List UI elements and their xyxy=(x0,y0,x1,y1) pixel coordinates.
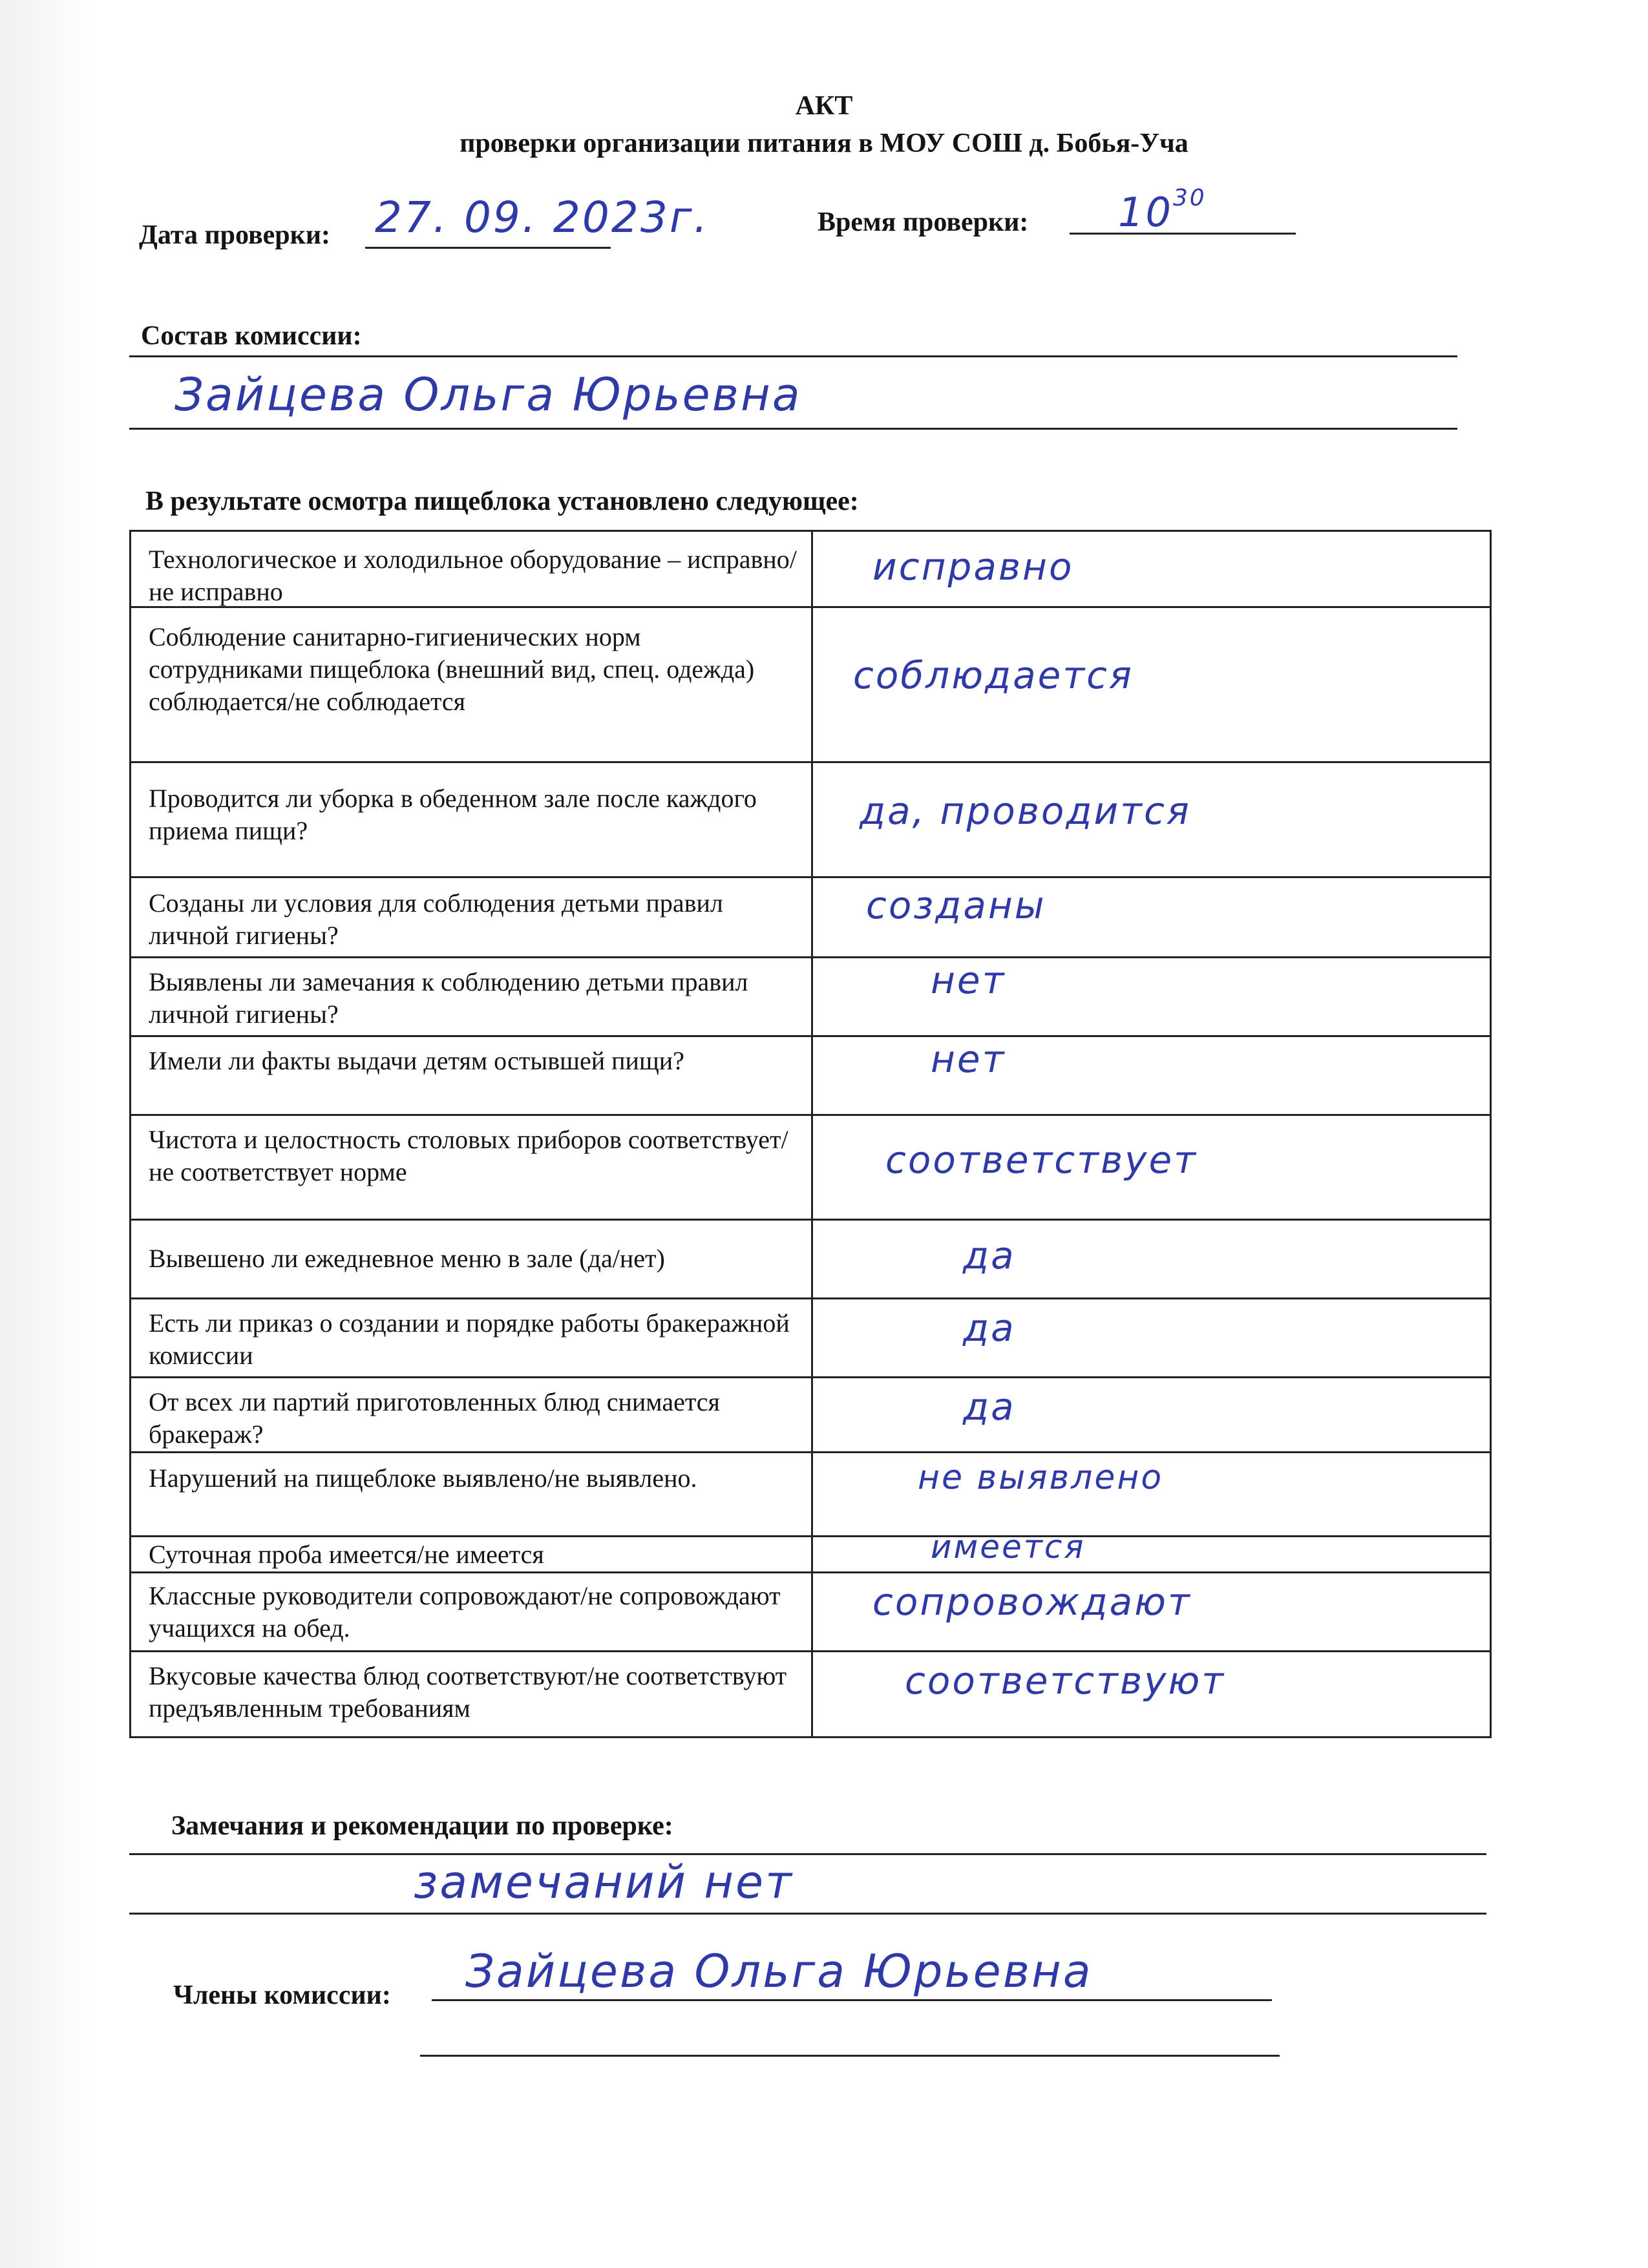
time-minutes: 30 xyxy=(1172,185,1207,212)
commission-value: Зайцева Ольга Юрьевна xyxy=(174,368,802,421)
answer-cell: да xyxy=(963,1385,1016,1429)
table-row xyxy=(129,1451,1492,1537)
question-cell: Вкусовые качества блюд соответствуют/не соответствуют предъявленным требованиям xyxy=(149,1661,787,1723)
table-row xyxy=(129,1528,1492,1573)
document-title: АКТ xyxy=(795,91,853,121)
table-row xyxy=(129,761,1492,878)
answer-cell: соблюдается xyxy=(853,653,1134,697)
question-cell: Вывешено ли ежедневное меню в зале (да/нет) xyxy=(149,1244,665,1273)
table-row xyxy=(129,1297,1492,1378)
question-cell: Созданы ли условия для соблюдения детьми правил личной гигиены? xyxy=(149,888,723,950)
answer-cell: созданы xyxy=(866,883,1046,927)
remarks-line-1 xyxy=(129,1853,1486,1855)
remarks-value: замечаний нет xyxy=(414,1856,794,1909)
remarks-line-2 xyxy=(129,1913,1486,1915)
commission-line-2 xyxy=(129,428,1457,430)
question-cell: Технологическое и холодильное оборудование – исправно/не исправно xyxy=(149,545,797,606)
table-row xyxy=(129,876,1492,958)
table-row xyxy=(129,606,1492,763)
answer-cell: не выявлено xyxy=(918,1458,1164,1497)
table-row xyxy=(129,1114,1492,1221)
results-heading: В результате осмотра пищеблока установлено следующее: xyxy=(145,487,859,516)
remarks-label: Замечания и рекомендации по проверке: xyxy=(171,1811,673,1841)
answer-cell: нет xyxy=(931,958,1006,1002)
question-cell: Проводится ли уборка в обеденном зале после каждого приема пищи? xyxy=(149,784,757,845)
members-value: Зайцева Ольга Юрьевна xyxy=(465,1945,1093,1998)
answer-cell: соответствуют xyxy=(905,1659,1226,1703)
commission-line-1 xyxy=(129,355,1457,357)
commission-label: Состав комиссии: xyxy=(141,321,362,351)
question-cell: Есть ли приказ о создании и порядке работы бракеражной комиссии xyxy=(149,1308,790,1370)
question-cell: Имели ли факты выдачи детям остывшей пищи? xyxy=(149,1046,684,1075)
answer-cell: нет xyxy=(931,1037,1006,1081)
time-hours: 10 xyxy=(1118,189,1173,236)
question-cell: Соблюдение санитарно-гигиенических норм сотрудниками пищеблока (внешний вид, спец. одежда) соблюдается/не соблюдается xyxy=(149,622,755,716)
table-row xyxy=(129,1571,1492,1652)
date-label: Дата проверки: xyxy=(139,220,331,250)
table-row xyxy=(129,530,1492,608)
table-row xyxy=(129,1035,1492,1116)
question-cell: От всех ли партий приготовленных блюд снимается бракераж? xyxy=(149,1387,720,1449)
members-line-2 xyxy=(420,2055,1280,2057)
date-value: 27. 09. 2023г. xyxy=(375,193,710,242)
table-row xyxy=(129,1219,1492,1299)
question-cell: Выявлены ли замечания к соблюдению детьми правил личной гигиены? xyxy=(149,967,748,1029)
answer-cell: сопровождают xyxy=(872,1580,1192,1624)
inspection-table xyxy=(129,530,1492,1738)
answer-cell: да xyxy=(963,1306,1016,1350)
members-label: Члены комиссии: xyxy=(173,1980,391,2010)
time-value xyxy=(1118,185,1207,236)
document-subtitle: проверки организации питания в МОУ СОШ д. Бобья-Уча xyxy=(460,129,1188,158)
table-row xyxy=(129,1650,1492,1740)
answer-cell: исправно xyxy=(872,545,1074,589)
question-cell: Суточная проба имеется/не имеется xyxy=(149,1540,544,1569)
time-label: Время проверки: xyxy=(818,207,1029,237)
answer-cell: да, проводится xyxy=(860,789,1191,833)
table-row xyxy=(129,1376,1492,1453)
answer-cell: соответствует xyxy=(885,1138,1198,1182)
answer-cell: да xyxy=(963,1234,1016,1277)
question-cell: Классные руководители сопровождают/не сопровождают учащихся на обед. xyxy=(149,1581,781,1643)
question-cell: Чистота и целостность столовых приборов соответствует/не соответствует норме xyxy=(149,1125,788,1186)
answer-cell: имеется xyxy=(931,1528,1086,1566)
page-edge-shadow xyxy=(0,0,97,2268)
members-line-1 xyxy=(432,1999,1272,2001)
date-underline xyxy=(365,247,611,249)
table-row xyxy=(129,956,1492,1037)
question-cell: Нарушений на пищеблоке выявлено/не выявлено. xyxy=(149,1464,697,1493)
